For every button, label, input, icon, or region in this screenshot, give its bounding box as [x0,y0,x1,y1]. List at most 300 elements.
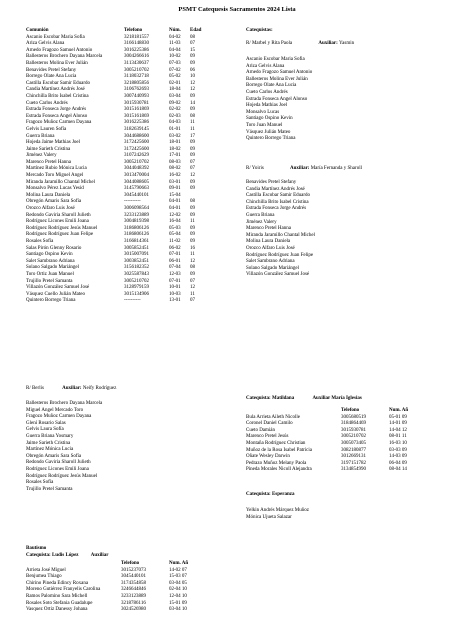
table-row [26,186,202,193]
student-num: 15-04 [169,192,181,198]
student-num: 17-01 [169,153,181,159]
bautismo-col-num: Num. Añ [169,561,189,566]
group2-lead: R/ Yoiris [246,166,264,171]
table-row [26,127,202,134]
table-row [26,246,202,253]
table-row [26,61,202,68]
table-row [26,239,202,246]
list-item: Rodríguez Rodríguez Jesús Manuel [26,473,98,479]
list-item: Ballesteros Brochero Dayana Marcela [26,401,103,406]
table-row [26,279,202,286]
col-header-telefono: Telefono [124,28,143,33]
student-name: Pineda Morales Nicoll Alejandra [246,467,312,473]
student-age: 09 [190,140,195,146]
list-item: Obregón Amaris Sara Sofía [26,453,82,459]
student-phone: 3015930781 [124,100,149,106]
table-row [246,448,411,455]
student-name: Jiménez Valery [26,153,57,159]
student-age: 12 [190,285,195,291]
student-name: Obregón Amaris Sara Sofía [26,199,82,205]
list-item: Hojeda Mathias Joel [246,103,288,109]
student-name: Guerra Briana [26,133,55,139]
student-num: 12-02 [169,212,181,218]
student-name: Estrada Fonseca Angel Alonso [26,113,88,119]
table-row [26,41,202,48]
table-row [26,81,202,88]
student-name: Hojeda Jaime Mathias Joel [26,140,81,146]
table-row [26,206,202,213]
student-num-age: 15-01 09 [169,600,187,606]
student-age: 09 [190,206,195,212]
student-name: Bula Arrieta Aileth Nicolle [246,414,301,420]
table-row [246,467,411,474]
student-name: Coronel Daniel Camilo [246,421,293,427]
list-item: Mónica Ujueta Salazar [246,514,292,520]
student-phone: 3182639145 [124,126,149,132]
table-row [26,252,202,259]
student-num-age: 14-01 09 [389,421,407,427]
matildana-heading: Catequista: Matildana [246,396,295,401]
table-row [246,461,411,468]
list-item: Martínez Mónica Lucia [26,447,74,453]
student-name: Benjumea Thiago [26,574,62,580]
list-item: Guerra Briana Yosmary [26,433,74,439]
student-age: 08 [190,265,195,271]
matildana-table [246,408,411,474]
student-name: Chirino Pineda Edincy Roxana [26,580,89,586]
student-name: Santiago Ospino Kevin [26,252,73,258]
student-phone: 3246644846 [121,587,146,593]
bautismo-col-telefono: Telefono [121,561,140,566]
student-phone: 3005210702 [341,434,366,440]
student-num: 09-02 [169,100,181,106]
student-age: 07 [190,41,195,47]
student-age: 09 [190,186,195,192]
student-phone: ---------- [124,199,141,205]
list-item: Benavides Pretel Stefany [246,180,297,185]
student-age: 09 [190,225,195,231]
student-num: 18-04 [169,87,181,93]
student-num: 07-01 [169,278,181,284]
table-row [26,107,202,114]
student-name: Estrada Fonseca Jorge Andrés [26,107,87,113]
list-item: Castilla Escobar Samir Eduardo [246,193,311,199]
student-name: Cueto Carlos Andrés [26,100,68,106]
list-item: Santiago Ospino Kevin [246,116,293,122]
student-num: 04-01 [169,199,181,205]
table-row [26,232,202,239]
student-name: Ballesteros Brochero Dayana Marcela [26,54,103,60]
student-phone: 3134854990 [341,467,366,473]
student-age: 15 [190,47,195,53]
student-num-age: 16-03 10 [389,440,407,446]
student-num: 10-03 [169,291,181,297]
student-phone: 3012669131 [341,454,366,460]
bautismo-table [26,561,191,614]
col-header-num: Núm. [169,28,181,33]
student-name: Marenco Pretel Hanna [26,159,71,165]
student-num: 04-04 [169,47,181,53]
student-name: Rodríguez Rodríguez Juan Felipe [26,232,94,238]
group1-member-list [246,57,312,143]
table-row [26,134,202,141]
student-phone: 3025587843 [124,271,149,277]
student-phone: 3016225386 [124,120,149,126]
table-row [26,35,202,42]
student-phone: 3166814361 [124,239,149,244]
student-num: 07-01 [169,252,181,258]
list-item: Miguel Angel Mercado Toro [26,407,84,413]
list-item: Trujillo Pretel Samanta [26,486,73,492]
bautismo-aux: Auxiliar [90,553,109,558]
student-phone: 3044688600 [124,133,149,139]
table-row [26,568,191,575]
comunion-table-body [26,35,202,305]
table-row [26,259,202,266]
student-phone: 3005210702 [124,159,149,165]
list-item: Monsalvo Lucas [246,109,280,115]
student-age: 14 [190,100,195,106]
student-age: 09 [190,179,195,185]
student-phone: 3197151782 [341,460,366,466]
student-num: 10-01 [169,285,181,291]
student-name: Toro Ortiz Juan Manuel [26,271,74,277]
student-phone: 3015930781 [341,427,366,433]
student-num: 03-04 [169,93,181,99]
student-num-age: 02-04 10 [169,587,187,593]
bautismo-heading: Bautismo [26,546,47,551]
table-row [26,147,202,154]
list-item: Miranda Jaramillo Chantal Michel [246,232,316,238]
student-age: 11 [190,126,195,132]
list-item: Ascanio Escobar Maria Sofia [246,57,305,62]
student-phone: 3044048392 [124,166,149,172]
table-row [26,594,191,601]
student-phone: 3186806126 [124,225,149,231]
list-item: Jaime Sarieth Cristina [26,440,71,446]
student-name: Rodríguez Rodríguez Jesús Manuel [26,225,98,231]
list-item: Chinchilla Brito Isabel Cristina [246,199,309,205]
student-age: 08 [190,113,195,119]
student-age: 11 [190,219,195,225]
student-num: 05-04 [169,232,181,238]
list-item: Candia Martínez Andrés José [246,186,305,192]
student-num-age: 15-03 07 [169,574,187,580]
student-phone: 3082180877 [341,447,366,453]
table-row [26,607,191,614]
student-phone: 3174354858 [121,580,146,586]
table-row [246,441,411,448]
student-age: 12 [190,87,195,93]
esperanza-member-list [246,508,309,521]
group3-member-list [26,401,102,493]
student-num: 16-04 [169,219,181,225]
list-item: Molina Laura Daniela [246,239,291,245]
student-phone: 3024526980 [121,607,146,613]
student-phone: 3006098564 [124,206,149,212]
list-item: Rosales Sofía [26,480,54,486]
student-phone: 3107242629 [124,153,149,159]
list-item: Toro Juan Manuel [246,122,283,128]
student-phone: 3172425600 [124,140,149,146]
bautismo-table-header [26,561,191,568]
student-phone: 3015161869 [124,113,149,119]
group3-aux-name: Neify Rodríguez [82,386,117,391]
col-header-edad: Edad [190,28,202,33]
student-phone: 3218805856 [124,80,149,86]
col-header-comunion: Comunión [26,28,49,33]
student-age: 09 [190,212,195,218]
list-item: Marenco Pretel Hanna [246,226,291,232]
student-phone: 3186806126 [124,232,149,238]
list-item: Cueto Carlos Andrés [246,89,288,95]
student-age: 09 [190,60,195,66]
table-row [26,292,202,299]
table-row [26,120,202,127]
student-name: Miranda Jaramillo Chantal Michel [26,179,96,185]
table-row [26,48,202,55]
student-phone: 3106762693 [124,87,149,93]
student-num-age: 03-04 05 [169,580,187,586]
student-name: Jaime Sarieth Cristina [26,146,71,152]
table-row [246,434,411,441]
student-phone: 3045440101 [124,192,149,198]
list-item: Vásquez Julián Mateo [246,129,291,135]
student-phone: 3015134906 [124,291,149,297]
table-row [26,54,202,61]
group2-header [246,166,362,173]
student-num: 06-01 [169,258,181,264]
student-phone: 3015007091 [124,252,149,258]
table-row [26,153,202,160]
student-num: 07-04 [169,265,181,271]
student-age: 08 [190,199,195,205]
student-age: 11 [190,252,195,258]
student-age: 09 [190,54,195,60]
student-age: 12 [190,258,195,264]
student-name: Fragozo Muñoz Carmen Dayana [26,120,92,126]
list-item: Redondo Gaviria Sharoll Julieth [26,460,91,466]
student-name: Mercado Toro Miguel Angel [26,173,84,179]
student-age: 08 [190,34,195,40]
student-num-age: 12-04 10 [169,593,187,599]
student-num: 16-02 [169,173,181,179]
student-phone: 3013470004 [124,173,149,179]
student-age: 09 [190,232,195,238]
student-name: Arrieta José Miguel [26,567,66,573]
student-num-age: 03-04 10 [169,607,187,613]
student-phone: 3044088605 [124,179,149,185]
table-row [26,285,202,292]
student-age: 09 [190,146,195,152]
student-age: 17 [190,133,195,139]
student-name: Martínez Rubio Mónica Lucia [26,166,87,172]
list-item: Estrada Fonseca Angel Alonso [246,96,308,102]
student-age: 07 [190,166,195,172]
student-phone: 3145790663 [124,186,149,192]
student-num: 12-03 [169,271,181,277]
student-name: Redondo Gaviria Sharoll Julieth [26,212,91,218]
list-item: Guerra Briana [246,212,275,218]
student-phone: 3184864469 [341,421,366,427]
student-name: Moreno Gutiérrez Franyelis Carolina [26,587,101,593]
matildana-table-body [246,415,411,474]
student-phone: 3005680519 [341,414,366,420]
list-item: Borrego Olate Ana Lucia [246,83,297,89]
student-name: Villazón González Samuel José [26,285,90,291]
list-item: Ballesteros Molina Ever Julián [246,76,308,82]
student-name: Castilla Escobar Samir Eduardo [26,80,91,86]
student-phone: 3005210702 [124,67,149,73]
list-item: Salet Sambrano Adriana [246,259,295,265]
group2-member-list [246,180,315,279]
student-num-age: 03-03 09 [389,447,407,453]
student-num: 02-03 [169,113,181,119]
student-num: 04-03 [169,120,181,126]
document-title: PSMT Catequesis Sacramentos 2024 Lista [178,6,296,13]
student-phone: 3005073405 [341,440,366,446]
table-row [26,68,202,75]
table-row [246,421,411,428]
student-name: Ballesteros Molina Ever Julián [26,60,88,66]
student-phone: 3016225386 [124,47,149,53]
student-num: 18-02 [169,146,181,152]
student-age: 09 [190,239,195,244]
student-name: Borrego Olate Ana Lucia [26,74,77,80]
student-age: 12 [190,173,195,179]
student-num: 06-02 [169,245,181,251]
student-age: 09 [190,153,195,159]
student-num: 02-02 [169,107,181,113]
list-item: Estrada Fonseca Jorge Andrés [246,206,307,212]
group2-aux-name: María Fernanda y Sharoll [310,166,362,171]
table-row [26,160,202,167]
table-row [26,601,191,608]
student-age: 16 [190,245,195,251]
bautismo-subheader [26,553,109,560]
student-phone: 3118032718 [124,74,149,80]
list-item: Villazón González Samuel José [246,272,310,278]
student-name: Rosales Soto Stefania Guadalupe [26,600,93,606]
table-row [26,574,191,581]
student-phone: ---------- [124,298,141,304]
student-num-age: 14-03 09 [389,454,407,460]
matildana-col-num: Num. Añ [389,408,409,413]
table-row [26,94,202,101]
student-phone: 3156182352 [124,265,149,271]
student-name: Ascanio Escobar Maria Sofia [26,34,85,40]
matildana-col-name [246,408,341,415]
student-age: 11 [190,120,195,126]
student-num: 07-02 [169,67,181,73]
student-age: 12 [190,80,195,86]
student-num-age: 14-02 07 [169,567,187,573]
list-item: Gelvis Laura Sofía [26,427,64,433]
table-row [26,180,202,187]
comunion-table-header [26,28,202,35]
student-phone: 3233123889 [124,212,149,218]
table-row [26,226,202,233]
table-row [26,581,191,588]
student-name: Ramos Palomino Sara Michell [26,593,88,599]
student-num: 01-01 [169,126,181,132]
student-age: 07 [190,278,195,284]
student-name: Arnedo Fragozo Samuel Antonio [26,47,93,53]
bautismo-catequista: Catequista: Ludis López [26,553,79,558]
student-name: Cueto Damián [246,427,276,433]
table-row [26,272,202,279]
list-item: Orozco Alfaro Luis José [246,245,295,251]
group3-lead: R/ Berlis [26,386,44,391]
student-num: 03-02 [169,133,181,139]
group1-aux-label: Auxiliar: [318,41,338,46]
group1-header [246,41,354,48]
student-name: Trujillo Pretel Samanta [26,278,73,284]
list-item: Fragozo Muñoz Carmen Dayana [26,414,92,420]
student-phone: 3128979159 [124,285,149,291]
table-row [26,114,202,121]
table-row [26,140,202,147]
student-name: Montaña Rodríguez Christian [246,440,306,446]
table-row [26,166,202,173]
student-name: Candia Martínez Andrés José [26,87,85,93]
student-num-age: 06-04 09 [389,460,407,466]
student-num: 05-03 [169,225,181,231]
student-num: 04-01 [169,206,181,212]
student-phone: 3015237073 [121,567,146,573]
student-name: Oñate Wesley Darwin [246,454,290,460]
list-item: Jiménez Valery [246,219,277,225]
student-age: 07 [190,159,195,165]
group2-aux-label: Auxiliar: [290,166,310,171]
student-num: 10-02 [169,54,181,60]
table-row [26,219,202,226]
student-age: 06 [190,67,195,73]
list-item: Yelkin Andrés Márquez Muñoz [246,508,309,513]
student-phone: 3003852451 [124,258,149,264]
comunion-table [26,28,202,305]
student-num: 07-03 [169,60,181,66]
student-name: Monsalvo Pérez Lucas Yesid [26,186,84,192]
student-phone: 3172425600 [124,146,149,152]
student-num-age: 08-01 11 [389,434,407,440]
student-num: 09-01 [169,186,181,192]
table-row [26,265,202,272]
student-num: 11-03 [169,41,181,47]
table-row [26,87,202,94]
student-num-age: 05-01 09 [389,414,407,420]
student-name: Rodríguez Licones Emili Joana [26,219,89,225]
student-num-age: 14-04 12 [389,427,407,433]
student-num: 02-01 [169,80,181,86]
group1-lead: R/ Marbel y Rita Paola [246,41,293,46]
student-phone: 3015161869 [124,107,149,113]
table-row [26,199,202,206]
table-row [26,587,191,594]
list-item: Quintero Borrego Triana [246,136,296,142]
bautismo-table-body [26,568,191,614]
student-name: Quintero Borrego Triana [26,298,76,304]
student-num: 03-01 [169,179,181,185]
list-item: Glení Rosario Salas [26,420,66,426]
student-name: Muñoz de la Rosa Isabel Patricia [246,447,312,453]
student-num: 13-01 [169,298,181,304]
student-phone: 3045440101 [121,574,146,580]
student-age [190,193,202,200]
student-phone: 3233123889 [121,593,146,599]
matildana-aux: Auxiliar María Iglesias [312,396,362,401]
student-age: 07 [190,298,195,304]
